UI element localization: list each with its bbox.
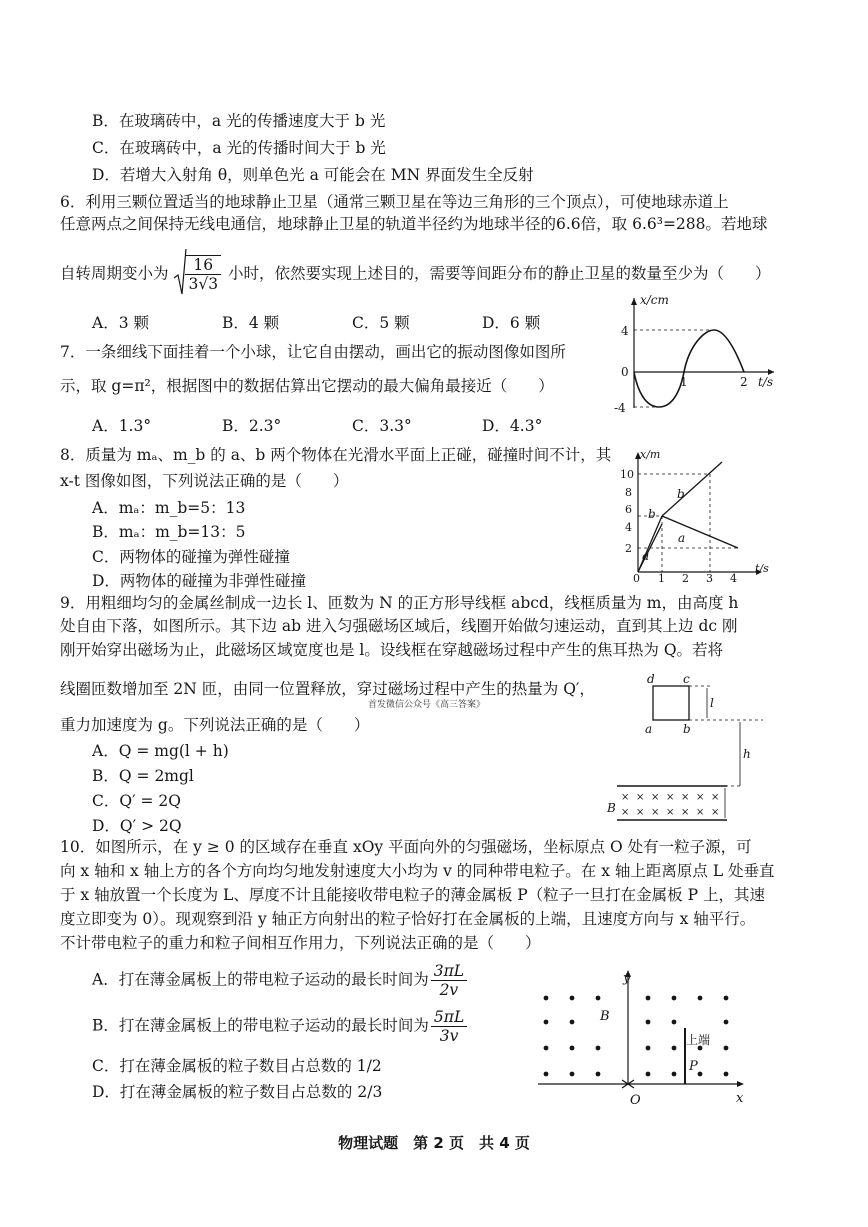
q10-line2: 向 x 轴和 x 轴上方的各个方向均匀地发射速度大小均为 v 的同种带电粒子。在 x 轴上距离原点 L 处垂直: [60, 862, 775, 880]
fig9-label-a: a: [645, 722, 653, 736]
q7-option-a: A．1.3°: [92, 417, 152, 435]
svg-text:×: ×: [621, 807, 630, 818]
fig8-ytick-2: 2: [625, 542, 632, 555]
q6-line3-pre: 自转周期变小为: [60, 264, 169, 283]
q7-line2: 示，取 g=π²，根据图中的数据估算出它摆动的最大偏角最接近（ ）: [60, 377, 554, 395]
fig7-ytick-neg4: -4: [614, 401, 626, 415]
q6-fraction: [185, 255, 221, 294]
q9-option-c: C．Q′ = 2Q: [92, 792, 181, 810]
svg-text:×: ×: [666, 807, 675, 818]
fig7-xtick-2: 2: [740, 375, 748, 389]
q9-line4: 线圈匝数增加至 2N 匝，由同一位置释放，穿过磁场过程中产生的热量为 Q′，: [60, 680, 595, 698]
fig7-xlabel: t/s: [758, 375, 774, 389]
q10-option-a-frac: [431, 962, 467, 999]
coil-frame: [653, 686, 689, 720]
q10-option-b-text: B．打在薄金属板上的带电粒子运动的最长时间为: [92, 1016, 429, 1035]
field-crosses: [621, 792, 719, 818]
svg-text:×: ×: [651, 792, 660, 803]
q9-coil-figure: [595, 672, 770, 832]
fig8-label-b2: b: [677, 487, 685, 501]
fig7-ytick-4: 4: [621, 324, 629, 338]
q8-line1: 8．质量为 mₐ、m_b 的 a、b 两个物体在光滑水平面上正碰，碰撞时间不计，其: [60, 446, 612, 464]
fig8-label-b1: b: [648, 507, 656, 521]
q7-option-d: D．4.3°: [482, 417, 543, 435]
fig10-label-y: y: [623, 971, 631, 986]
fig8-ytick-10: 10: [620, 468, 634, 481]
q8-option-d: D．两物体的碰撞为非弹性碰撞: [92, 572, 306, 590]
q10-line1: 10．如图所示，在 y ≥ 0 的区域存在垂直 xOy 平面向外的匀强磁场，坐标原点 O 处有一粒子源，可: [60, 838, 752, 856]
q9-line3: 刚开始穿出磁场为止，此磁场区域宽度也是 l。设线框在穿越磁场过程中产生的焦耳热为 Q。若将: [60, 641, 724, 659]
fig8-ytick-0: 0: [633, 572, 640, 583]
page-footer: 物理试题 第 2 页 共 4 页: [338, 1134, 530, 1152]
fig7-xtick-1: 1: [680, 375, 688, 389]
q7-option-c: C．3.3°: [352, 417, 412, 435]
fig8-ytick-4: 4: [625, 521, 632, 534]
q6-option-d: D．6 颗: [482, 314, 541, 332]
fig8-xtick-4: 4: [730, 572, 737, 583]
fig8-xlabel: t/s: [755, 562, 769, 575]
fig8-label-a1: a: [642, 549, 650, 563]
svg-text:×: ×: [711, 807, 720, 818]
line-b-after: [662, 462, 722, 516]
svg-text:×: ×: [711, 792, 720, 803]
fig9-label-B: B: [607, 801, 616, 815]
q10-option-a-den: 2v: [439, 981, 459, 999]
fig9-label-c: c: [683, 672, 690, 686]
fig9-label-l: l: [710, 696, 714, 710]
fig9-label-d: d: [647, 672, 655, 686]
q7-option-b: B．2.3°: [222, 417, 282, 435]
fig10-label-B: B: [600, 1009, 610, 1024]
fig8-label-a2: a: [678, 531, 686, 545]
q10-option-a-num: 3πL: [431, 962, 467, 981]
fig7-ylabel: x/cm: [640, 293, 669, 307]
q10-field-figure: [530, 968, 755, 1106]
q10-option-a-text: A．打在薄金属板上的带电粒子运动的最长时间为: [92, 970, 429, 989]
q9-option-a: A．Q = mg(l + h): [92, 742, 229, 760]
q9-option-b: B．Q = 2mgl: [92, 767, 194, 785]
svg-text:×: ×: [681, 792, 690, 803]
q10-option-a: [92, 962, 469, 999]
q9-line2: 处自由下落，如图所示。其下边 ab 进入匀强磁场区域后，线圈开始做匀速运动，直到其上边 dc 刚: [60, 617, 738, 635]
q7-line1: 7．一条细线下面挂着一个小球，让它自由摆动，画出它的振动图像如图所: [60, 343, 566, 361]
fig8-xtick-3: 3: [706, 572, 713, 583]
q8-option-c: C．两物体的碰撞为弹性碰撞: [92, 548, 290, 566]
q8-line2: x-t 图像如图，下列说法正确的是（ ）: [60, 472, 349, 490]
q6-frac-den: 3√3: [188, 275, 219, 294]
fig8-ytick-6: 6: [625, 503, 632, 516]
line-a-after: [662, 516, 738, 548]
q8-xt-graph: [612, 448, 772, 583]
q10-option-b-frac: [431, 1008, 467, 1045]
sine-curve: [634, 330, 744, 407]
q10-option-b-den: 3v: [439, 1027, 459, 1045]
q6-line3-post: 小时，依然要实现上述目的，需要等间距分布的静止卫星的数量至少为（ ）: [228, 264, 771, 283]
fig9-label-b: b: [683, 722, 691, 736]
svg-text:×: ×: [651, 807, 660, 818]
q10-option-d: D．打在薄金属板的粒子数目占总数的 2/3: [92, 1083, 383, 1101]
q5-option-b: B．在玻璃砖中，a 光的传播速度大于 b 光: [92, 112, 386, 130]
q8-option-b: B．mₐ：m_b=13：5: [92, 523, 246, 541]
q7-oscillation-graph: [608, 290, 783, 415]
fig10-label-O: O: [630, 1093, 641, 1106]
svg-text:×: ×: [696, 792, 705, 803]
q6-line2: 任意两点之间保持无线电通信，地球静止卫星的轨道半径约为地球半径的6.6倍，取 6.6³=288。若地球: [60, 215, 768, 233]
q6-line1: 6．利用三颗位置适当的地球静止卫星（通常三颗卫星在等边三角形的三个顶点），可使地球赤道上: [60, 193, 729, 211]
q10-option-b-num: 5πL: [431, 1008, 467, 1027]
q10-line4: 度立即变为 0）。现观察到沿 y 轴正方向射出的粒子恰好打在金属板的上端，且速度方向与 x 轴平行。: [60, 910, 756, 928]
q9-option-d: D．Q′ > 2Q: [92, 817, 182, 835]
q6-frac-num: 16: [185, 256, 221, 276]
fig7-ytick-0: 0: [621, 365, 629, 379]
q6-option-b: B．4 颗: [222, 314, 280, 332]
q9-line1: 9．用粗细均匀的金属丝制成一边长 l、匝数为 N 的正方形导线框 abcd，线框质量为 m，由高度 h: [60, 594, 739, 612]
q6-option-c: C．5 颗: [352, 314, 410, 332]
fig8-xtick-2: 2: [682, 572, 689, 583]
q10-option-b: [92, 1008, 469, 1045]
svg-text:×: ×: [696, 807, 705, 818]
watermark-note: 首发微信公众号《高三答案》: [368, 700, 486, 710]
q8-option-a: A．mₐ：m_b=5：13: [92, 499, 246, 517]
q10-option-c: C．打在薄金属板的粒子数目占总数的 1/2: [92, 1057, 382, 1075]
svg-text:×: ×: [666, 792, 675, 803]
fig10-label-x: x: [736, 1091, 744, 1106]
q10-line5: 不计带电粒子的重力和粒子间相互作用力，下列说法正确的是（ ）: [60, 934, 541, 952]
fig8-ytick-8: 8: [625, 486, 632, 499]
q6-option-a: A．3 颗: [92, 314, 149, 332]
q5-option-d: D．若增大入射角 θ，则单色光 a 可能会在 MN 界面发生全反射: [92, 166, 534, 184]
q9-line5: 重力加速度为 g。下列说法正确的是（ ）: [60, 716, 370, 734]
fig10-label-top-end: 上端: [686, 1033, 711, 1047]
fig9-label-h: h: [743, 747, 751, 761]
fig8-xtick-1: 1: [658, 572, 665, 583]
q5-option-c: C．在玻璃砖中，a 光的传播时间大于 b 光: [92, 139, 386, 157]
fig8-ylabel: x/m: [640, 448, 661, 461]
fig10-label-P: P: [689, 1059, 698, 1074]
svg-text:×: ×: [636, 807, 645, 818]
svg-text:×: ×: [681, 807, 690, 818]
q10-line3: 于 x 轴放置一个长度为 L、厚度不计且能接收带电粒子的薄金属板 P（粒子一旦打在金属板 P 上，其速: [60, 886, 765, 904]
svg-text:×: ×: [621, 792, 630, 803]
svg-text:×: ×: [636, 792, 645, 803]
